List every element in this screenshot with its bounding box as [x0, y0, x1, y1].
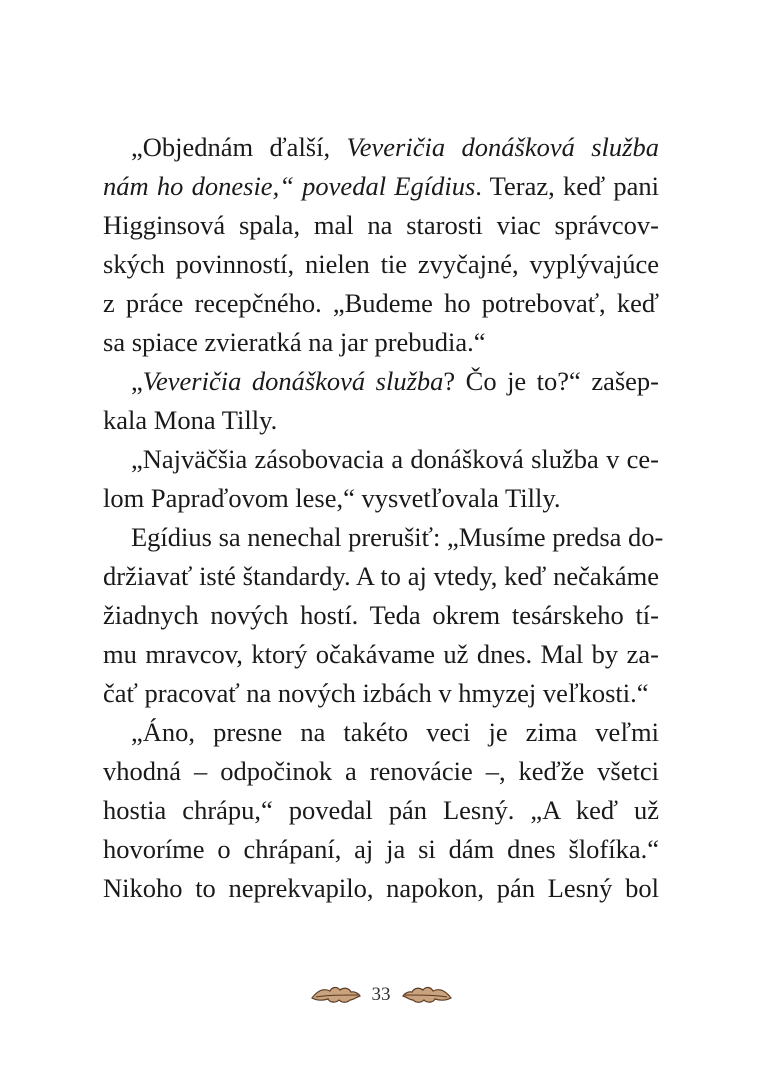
text-segment: Nikoho to neprekvapilo, napokon, pán Lesný bol — [103, 873, 659, 903]
page-number: 33 — [371, 984, 391, 1005]
text-segment: „ — [131, 366, 143, 396]
text-line — [103, 362, 659, 401]
text-line — [103, 245, 659, 284]
text-line — [103, 440, 659, 479]
text-line — [103, 167, 659, 206]
text-segment: „Objednám ďalší, — [131, 132, 347, 162]
text-segment: Higginsová spala, mal na starosti viac správcov- — [103, 210, 659, 240]
text-segment: „Áno, presne na takéto veci je zima veľmi — [131, 717, 659, 747]
text-segment: vhodná – odpočinok a renovácie –, keďže všetci — [103, 756, 659, 786]
text-line — [103, 401, 659, 440]
book-page-body — [103, 128, 664, 908]
italic-text: nám ho donesie,“ povedal Egídius — [103, 171, 476, 201]
text-segment: lom Papraďovom lese,“ vysvetľovala Tilly. — [103, 483, 561, 513]
text-segment: sa spiace zvieratká na jar prebudia.“ — [103, 327, 486, 357]
text-segment: držiavať isté štandardy. A to aj vtedy, keď nečakáme — [103, 561, 659, 591]
text-segment: ských povinností, nielen tie zvyčajné, vyplývajúce — [103, 249, 659, 279]
text-line — [103, 674, 659, 713]
italic-text: Veveričia donášková služba — [346, 132, 659, 162]
text-line — [103, 206, 659, 245]
text-line — [103, 635, 659, 674]
text-segment: mu mravcov, ktorý očakávame už dnes. Mal by za- — [103, 639, 659, 669]
text-segment: žiadnych nových hostí. Teda okrem tesárskeho tí- — [103, 600, 659, 630]
text-line — [103, 128, 659, 167]
text-line — [103, 791, 659, 830]
text-segment: hovoríme o chrápaní, aj ja si dám dnes šlofíka.“ — [103, 834, 659, 864]
text-line — [103, 869, 659, 908]
text-line — [103, 284, 659, 323]
text-line — [103, 323, 659, 362]
text-segment: Egídius sa nenechal prerušiť: „Musíme predsa do- — [131, 522, 664, 552]
oak-leaf-ornament-icon — [401, 982, 453, 1008]
text-line — [103, 479, 659, 518]
text-line — [103, 752, 659, 791]
text-line — [103, 596, 659, 635]
text-segment: „Najväčšia zásobovacia a donášková služba v ce- — [131, 444, 659, 474]
oak-leaf-ornament-icon — [310, 982, 362, 1008]
text-segment: . Teraz, keď pani — [475, 171, 659, 201]
text-block — [103, 128, 664, 908]
text-line — [103, 713, 659, 752]
page-footer — [0, 980, 762, 1010]
text-segment: hostia chrápu,“ povedal pán Lesný. „A keď už — [103, 795, 659, 825]
text-segment: čať pracovať na nových izbách v hmyzej veľkosti.“ — [103, 678, 649, 708]
text-line — [103, 557, 659, 596]
text-segment: z práce recepčného. „Budeme ho potrebovať, keď — [103, 288, 659, 318]
text-line — [103, 830, 659, 869]
italic-text: Veveričia donášková služba — [142, 366, 444, 396]
text-segment: kala Mona Tilly. — [103, 405, 278, 435]
text-segment: ? Čo je to?“ zašep- — [443, 366, 659, 396]
text-line — [103, 518, 664, 557]
